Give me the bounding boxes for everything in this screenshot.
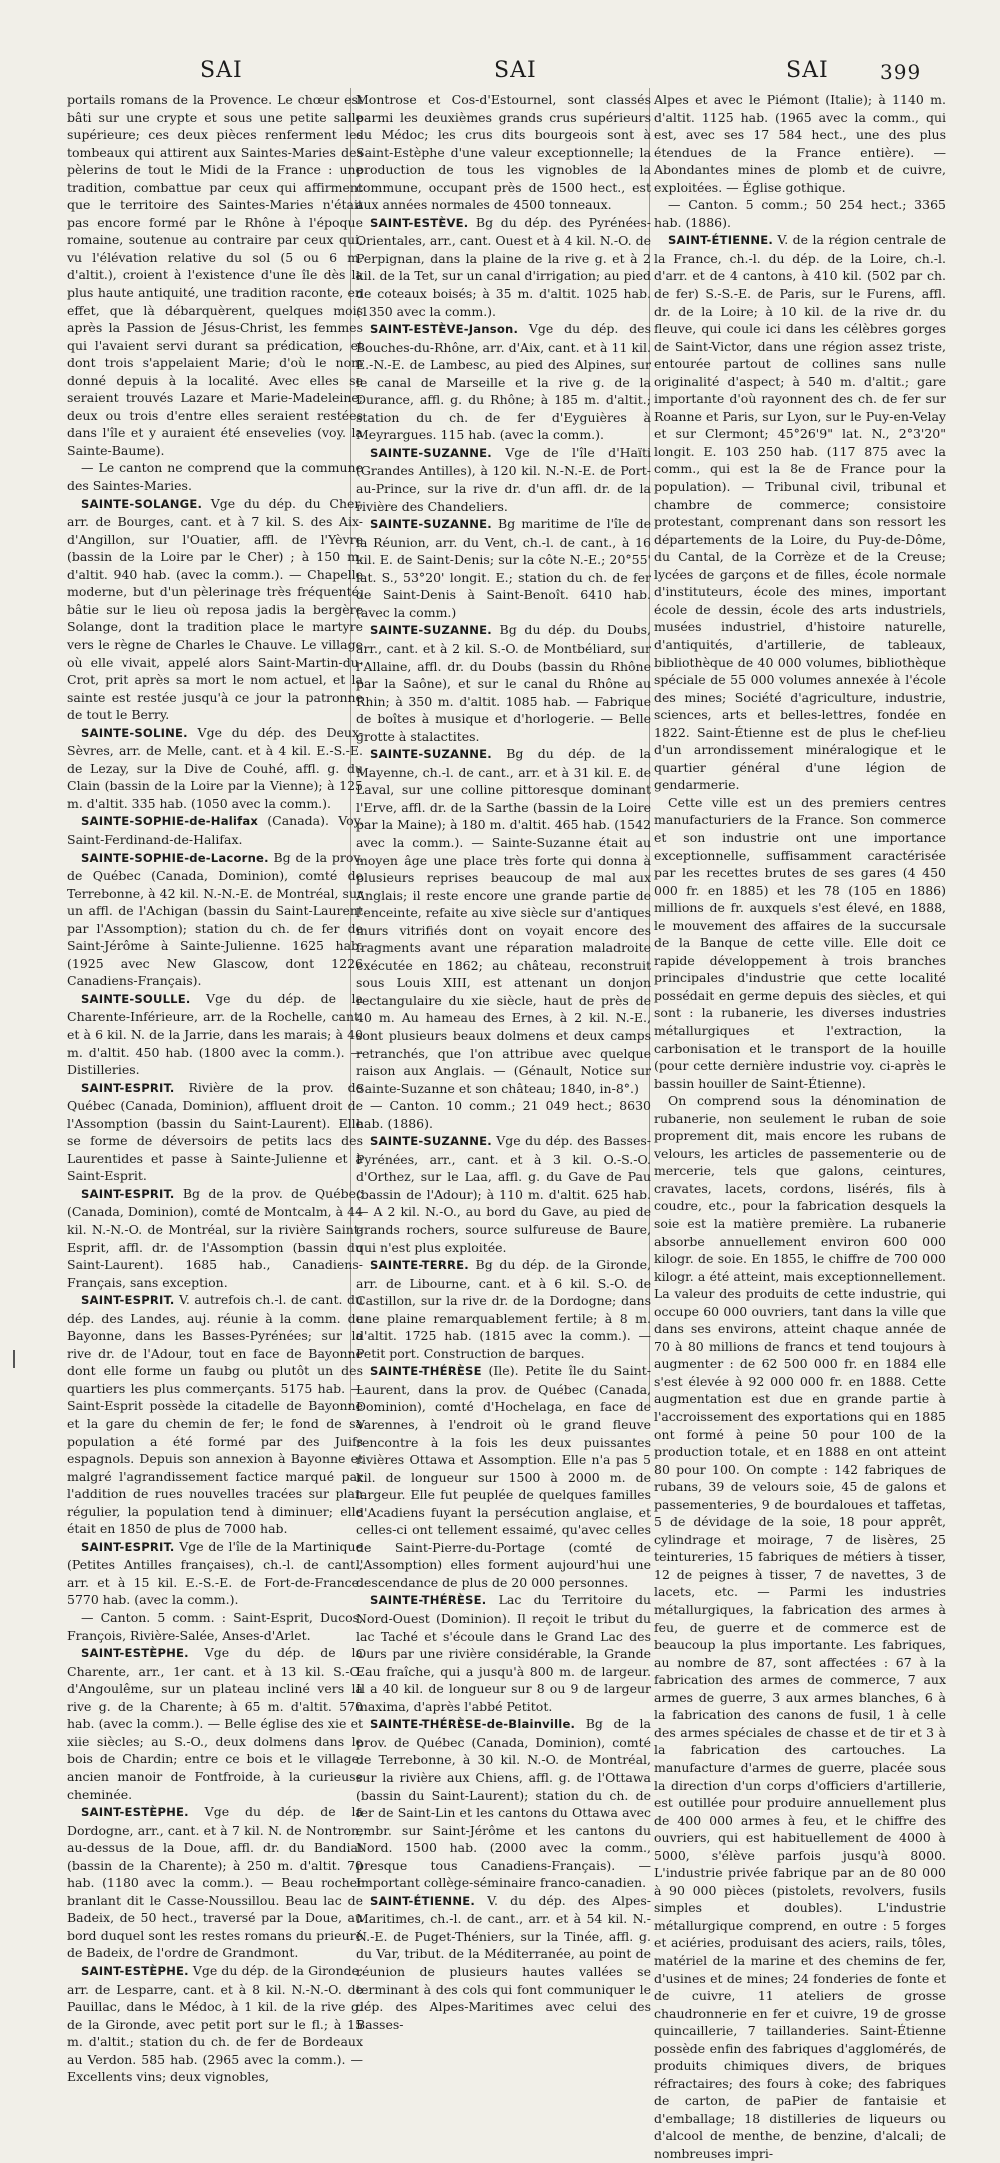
entry-text: Vge du dép. de la Charente-Inférieure, arr. de la Rochelle, cant. et à 6 kil. N. de la Jarrie, dans les marais; à 40 m. d'altit. 450 hab. (1800 avec la comm.). — Distilleries. (67, 990, 363, 1078)
entry-text: Vge du dép. des Basses-Pyrénées, arr., cant. et à 3 kil. O.-S.-O. d'Orthez, sur le Laa, affl. g. du Gave de Pau (bassin de l'Adour); à 110 m. d'altit. 625 hab. — A 2 kil. N.-O., au bord du Gave, au pied de grands rochers, source sulfureuse de Baure, qui n'est plus exploitée. (356, 1133, 651, 1255)
dictionary-entry (67, 849, 363, 990)
dictionary-entry (356, 1132, 651, 1256)
dictionary-entry (67, 990, 363, 1079)
entry-headword: SAINTE-SUZANNE. (370, 445, 492, 460)
entry-text: Vge de l'île de la Martinique (Petites Antilles françaises), ch.-l. de cant., arr. et à 15 kil. E.-S.-E. de Fort-de-France. 5770 hab. (avec la comm.). (67, 1538, 363, 1608)
text-column-2 (356, 91, 651, 2032)
entry-headword: SAINT-ESTÈVE. (370, 215, 469, 230)
entry-headword: SAINTE-SUZANNE. (370, 1134, 492, 1149)
dictionary-entry (67, 91, 363, 459)
entry-headword: SAINT-ÉTIENNE. (668, 233, 773, 248)
entry-headword: SAINTE-SOLANGE. (81, 496, 203, 511)
dictionary-entry (654, 794, 946, 1092)
entry-headword: SAINTE-SOULLE. (81, 991, 191, 1006)
dictionary-entry (356, 444, 651, 515)
dictionary-entry (356, 745, 651, 1097)
header-left-word: SAI (200, 58, 243, 83)
entry-text: — Canton. 10 comm.; 21 049 hect.; 8630 hab. (1886). (356, 1098, 651, 1131)
dictionary-entry (67, 1185, 363, 1291)
entry-headword: SAINTE-THÉRÈSE (370, 1364, 482, 1379)
entry-text: On comprend sous la dénomination de rubanerie, non seulement le ruban de soie proprement dit, mais encore les rubans de velours, les articles de passementerie ou de mercerie, tels que galons, ceintures, cravates, lacets, cordons, lisérés, fils à coudre, etc., pour la fabrication desquels la soie est la matière première. La rubanerie absorbe annuellement environ 600 000 kilogr. de soie. En 1855, le chiffre de 700 000 kilogr. a été atteint, mais exceptionnellement. La valeur des produits de cette industrie, qui occupe 60 000 ouvriers, tant dans la ville que dans ses environs, atteint chaque année de 70 à 80 millions de francs et tend toujours à augmenter : de 62 500 000 fr. en 1884 elle s'est élevée à 92 000 000 fr. en 1888. Cette augmentation est due en grande partie à l'accroissement des exportations qui en 1885 ont formé à peine 50 pour 100 de la production totale, et en 1888 en ont atteint 80 pour 100. On compte : 142 fabriques de rubans, 39 de velours soie, 45 de galons et passementeries, 9 de bourdaloues et taffetas, 5 de dévidage de la soie, 18 pour apprêt, cylindrage et moirage, 7 de lisères, 25 teintureries, 15 fabriques de métiers à tisser, 12 de peignes à tisser, 7 de navettes, 3 de lacets, etc. — Parmi les industries métallurgiques, la fabrication des armes à feu, de guerre et de commerce est de beaucoup la plus importante. Les fabriques, au nombre de 87, sont affectées : 67 à la fabrication des armes de commerce, 7 aux armes de guerre, 3 aux armes blanches, 6 à la fabrication des canons de fusil, 1 à celle des armes spéciales de chasse et de tir et 3 à la fabrication des cartouches. La manufacture d'armes de guerre, placée sous la direction d'un corps d'officiers d'artillerie, est outillée pour produire annuellement plus de 400 000 armes à feu, et le chiffre des ouvriers, qui est habituellement de 4000 à 5000, s'élève parfois jusqu'à 8000. L'industrie privée fabrique par an de 80 000 à 90 000 pièces (pistolets, revolvers, fusils simples et doubles). L'industrie métallurgique comprend, en outre : 5 forges et aciéries, produisant des aciers, rails, tôles, matériel de la marine et des chemins de fer, d'usines et de mines; 24 fonderies de fonte et de cuivre, 11 ateliers de grosse chaudronnerie en fer et cuivre, 19 de grosse quincaillerie, 7 taillanderies. Saint-Étienne possède enfin des fabriques d'agglomérés, de produits chimiques divers, de briques réfractaires; des fours à coke; des fabriques de carton, de paPier de fantaisie et d'emballage; 18 distilleries de liqueurs ou d'alcool de menthe, de benzine, d'alcali; de nombreuses impri- (654, 1093, 946, 2161)
entry-text: Vge du dép. de la Gironde, arr. de Lesparre, cant. et à 8 kil. N.-N.-O. de Pauillac, dans le Médoc, à 1 kil. de la rive g. de la Gironde, avec petit port sur le fl.; à 15 m. d'altit.; station du ch. de fer de Bordeaux au Verdon. 585 hab. (2965 avec la comm.). — Excellents vins; deux vignobles, (67, 1962, 363, 2085)
dictionary-entry (654, 196, 946, 231)
dictionary-entry (356, 621, 651, 745)
dictionary-entry (67, 1609, 363, 1644)
entry-headword: SAINTE-SUZANNE. (370, 623, 492, 638)
running-header (0, 58, 1000, 84)
dictionary-entry (356, 320, 651, 444)
entry-text: V. de la région centrale de la France, ch.-l. du dép. de la Loire, ch.-l. d'arr. et de 4 cantons, à 410 kil. (502 par ch. de fer) S.-S.-E. de Paris, sur le Furens, affl. dr. de la Loire; à 10 kil. de la rive dr. du fleuve, qui coule ici dans les célèbres gorges de Saint-Victor, dans une région assez triste, entourée partout de collines sans nulle originalité d'aspect; à 540 m. d'altit.; gare importante d'où rayonnent des ch. de fer sur Roanne et Paris, sur Lyon, sur le Puy-en-Velay et sur Clermont; 45°26'9" lat. N., 2°3'20" longit. E. 103 250 hab. (117 875 avec la comm., qui est la 8e de France pour la population). — Tribunal civil, tribunal et chambre de commerce; consistoire protestant, comprenant dans son ressort les départements de la Loire, du Puy-de-Dôme, du Cantal, de la Corrèze et de la Creuse; lycées de garçons et de filles, école normale d'instituteurs, école des mines, important école de dessin, école des arts industriels, musées industriel, d'histoire naturelle, d'antiquités, d'artillerie, de tableaux, bibliothèque de 40 000 volumes, bibliothèque spéciale de 55 000 volumes annexée à l'école des mines; Société d'agriculture, industrie, sciences, arts et belles-lettres, fondée en 1822. Saint-Étienne est de plus le chef-lieu d'un arrondissement minéralogique et le quartier général d'une légion de gendarmerie. (654, 232, 946, 793)
entry-headword: SAINT-ESTÈVE-Janson. (370, 322, 519, 337)
entry-text: Vge du dép. des Bouches-du-Rhône, arr. d'Aix, cant. et à 11 kil. E.-N.-E. de Lambesc, au pied des Alpines, sur le canal de Marseille et la rive g. de la Durance, affl. g. du Rhône; à 185 m. d'altit.; station du ch. de fer d'Eyguières à Meyrargues. 115 hab. (avec la comm.). (356, 321, 651, 443)
entry-text: Montrose et Cos-d'Estournel, sont classés parmi les deuxièmes grands crus supérieurs du Médoc; les crus dits bourgeois sont à Saint-Estèphe d'une valeur exceptionnelle; la production de tous les vignobles de la commune, occupant près de 1500 hect., est aux années normales de 4500 tonneaux. (356, 92, 651, 213)
entry-text: V. autrefois ch.-l. de cant. du dép. des Landes, auj. réunie à la comm. de Bayonne, dans les Basses-Pyrénées; sur la rive dr. de l'Adour, tout en face de Bayonne dont elle forme un faubg ou plutôt un des quartiers les plus commerçants. 5175 hab. — Saint-Esprit possède la citadelle de Bayonne et la gare du chemin de fer; le fond de sa population a été formé par des Juifs espagnols. Depuis son annexion à Bayonne et malgré l'agrandissement factice marqué par l'addition de rues nouvelles tracées sur plan régulier, la population tend à diminuer; elle était en 1850 de plus de 7000 hab. (67, 1292, 363, 1537)
entry-headword: SAINT-ESPRIT. (81, 1186, 175, 1201)
entry-headword: SAINT-ÉTIENNE. (370, 1893, 475, 1908)
entry-text: V. du dép. des Alpes-Maritimes, ch.-l. de cant., arr. et à 54 kil. N.-N.-E. de Puget-Théniers, sur la Tinée, affl. g. du Var, tribut. de la Méditerranée, au point de réunion de plusieurs hautes vallées se terminant à des cols qui font communiquer le dép. des Alpes-Maritimes avec celui des Basses- (356, 1892, 651, 2032)
entry-headword: SAINTE-SOPHIE-de-Halifax (81, 814, 259, 829)
dictionary-entry (356, 1256, 651, 1362)
dictionary-entry (654, 1092, 946, 2162)
entry-text: Bg du dép. des Pyrénées-Orientales, arr., cant. Ouest et à 4 kil. N.-O. de Perpignan, dans la plaine de la rive g. et à 2 kil. de la Tet, sur un canal d'irrigation; au pied de coteaux boisés; à 35 m. d'altit. 1025 hab. (1350 avec la comm.). (356, 214, 651, 319)
dictionary-entry (654, 91, 946, 196)
entry-text: — Canton. 5 comm.; 50 254 hect.; 3365 hab. (1886). (654, 197, 946, 230)
entry-text: — Canton. 5 comm. : Saint-Esprit, Ducos, François, Rivière-Salée, Anses-d'Arlet. (67, 1610, 363, 1643)
dictionary-entry (356, 91, 651, 214)
text-column-3 (654, 91, 946, 2161)
dictionary-entry (356, 1715, 651, 1891)
dictionary-entry (67, 724, 363, 813)
entry-text: (Canada). Voy. Saint-Ferdinand-de-Halifax. (67, 813, 363, 847)
entry-text: Rivière de la prov. de Québec (Canada, Dominion), affluent droit de l'Assomption (bassin du Saint-Laurent). Elle se forme de déversoirs de petits lacs des Laurentides et passe à Sainte-Julienne et à Saint-Esprit. (67, 1079, 363, 1184)
dictionary-entry (67, 459, 363, 494)
margin-mark (13, 1350, 15, 1368)
text-column-1 (67, 91, 363, 2085)
entry-text: Bg de la prov. de Québec (Canada, Dominion), comté de Montcalm, à 44 kil. N.-N.-O. de Montréal, sur la rivière Saint-Esprit, affl. dr. de l'Assomption (bassin du Saint-Laurent). 1685 hab., Canadiens-Français, sans exception. (67, 1185, 363, 1290)
entry-text: Cette ville est un des premiers centres manufacturiers de la France. Son commerce et son industrie ont une importance exceptionnelle, suffisamment caractérisée par les recettes brutes de ses gares (4 450 000 fr. en 1885) et les 78 (105 en 1886) millions de fr. auxquels s'est élevé, en 1888, le mouvement des affaires de la succursale de la Banque de cette ville. Elle doit ce rapide développement à trois branches principales d'industrie que cette localité possédait en germe depuis des siècles, et qui sont : la rubanerie, les diverses industries métallurgiques et l'extraction, la carbonisation et le transport de la houille (pour cette dernière industrie voy. ci-après le bassin houiller de Saint-Étienne). (654, 794, 946, 1091)
entry-headword: SAINTE-THÉRÈSE-de-Blainville. (370, 1717, 576, 1732)
entry-headword: SAINT-ESTÈPHE. (81, 1805, 189, 1820)
dictionary-entry (356, 1362, 651, 1591)
entry-headword: SAINT-ESPRIT. (81, 1293, 175, 1308)
entry-headword: SAINTE-SUZANNE. (370, 517, 492, 532)
entry-text: Vge du dép. de la Charente, arr., 1er cant. et à 13 kil. S.-O. d'Angoulême, sur un plateau incliné vers la rive g. de la Charente; à 65 m. d'altit. 570 hab. (avec la comm.). — Belle église des xie et xiie siècles; au S.-O., deux dolmens dans le bois de Chardin; entre ce bois et le village, ancien manoir de Fontfroide, à la curieuse cheminée. (67, 1645, 363, 1802)
entry-text: portails romans de la Provence. Le chœur est bâti sur une crypte et sous une petite salle supérieure; ces deux pièces renferment les tombeaux qui attirent aux Saintes-Maries des pèlerins de tout le Midi de la France : une tradition, combattue par ceux qui affirment que le territoire des Saintes-Maries n'était pas encore formé par le Rhône à l'époque romaine, soutenue au contraire par ceux qui, vu l'élévation relative du sol (5 ou 6 m. d'altit.), croient à l'existence d'une île dès la plus haute antiquité, une tradition raconte, en effet, que là débarquèrent, quelques mois après la Passion de Jésus-Christ, les femmes qui l'avaient servi durant sa prédication, et dont trois s'appelaient Marie; d'où le nom donné depuis à la localité. Avec elles se seraient trouvés Lazare et Marie-Madeleine; deux ou trois d'entre elles seraient restées dans l'île et y auraient été ensevelies (voy. la Sainte-Baume). (67, 92, 363, 458)
entry-text: Bg de la prov. de Québec (Canada, Dominion), comté de Terrebonne, à 42 kil. N.-N.-E. de Montréal, sur un affl. de l'Achigan (bassin du Saint-Laurent par l'Assomption); station du ch. de fer de Saint-Jérôme à Sainte-Julienne. 1625 hab. (1925 avec New Glascow, dont 1226 Canadiens-Français). (67, 849, 363, 989)
entry-text: Bg de la prov. de Québec (Canada, Dominion), comté de Terrebonne, à 30 kil. N.-O. de Montréal, sur la rivière aux Chiens, affl. g. de l'Ottawa (bassin du Saint-Laurent); station du ch. de fer de Saint-Lin et les cantons du Ottawa avec embr. sur Saint-Jérôme et les cantons du Nord. 1500 hab. (2000 avec la comm., presque tous Canadiens-Français). — Important collège-séminaire franco-canadien. (356, 1716, 651, 1891)
dictionary-entry (356, 1892, 651, 2033)
dictionary-entry (67, 1079, 363, 1185)
dictionary-entry (67, 1803, 363, 1962)
dictionary-entry (356, 1591, 651, 1715)
entry-text: Lac du Territoire du Nord-Ouest (Dominion). Il reçoit le tribut du lac Taché et s'écoule dans le Grand Lac des Ours par une rivière considérable, la Grande Eau fraîche, qui a jusqu'à 800 m. de largeur. Il a 40 kil. de longueur sur 8 ou 9 de largeur maxima, d'après l'abbé Petitot. (356, 1592, 651, 1714)
entry-text: Bg du dép. de la Mayenne, ch.-l. de cant., arr. et à 31 kil. E. de Laval, sur une colline pittoresque dominant l'Erve, affl. dr. de la Sarthe (bassin de la Loire par la Maine); à 180 m. d'altit. 465 hab. (1542 avec la comm.). — Sainte-Suzanne était au moyen âge une place très forte qui donna à plusieurs reprises beaucoup de mal aux Anglais; il reste encore une grande partie de l'enceinte, refaite au xive siècle sur d'antiques murs vitrifiés dont on voyait encore des fragments avant une réparation maladroite exécutée en 1862; au château, reconstruit sous Louis XIII, est attenant un donjon rectangulaire du xie siècle, haut de près de 40 m. Au hameau des Ernes, à 2 kil. N.-E., sont plusieurs beaux dolmens et deux camps retranchés, que l'on attribue avec quelque raison aux Anglais. — (Génault, Notice sur Sainte-Suzanne et son château; 1840, in-8°.) (356, 746, 651, 1096)
page-number: 399 (880, 60, 922, 84)
entry-headword: SAINTE-SOPHIE-de-Lacorne. (81, 850, 269, 865)
entry-text: Bg maritime de l'île de la Réunion, arr. du Vent, ch.-l. de cant., à 16 kil. E. de Saint-Denis; sur la côte N.-E.; 20°55' lat. S., 53°20' longit. E.; station du ch. de fer de Saint-Denis à Saint-Benoît. 6410 hab. (avec la comm.) (356, 516, 651, 620)
entry-headword: SAINT-ESTÈPHE. (81, 1646, 189, 1661)
dictionary-entry (67, 1291, 363, 1538)
entry-text: Bg du dép. du Doubs, arr., cant. et à 2 kil. S.-O. de Montbéliard, sur l'Allaine, affl. dr. du Doubs (bassin du Rhône par la Saône), et sur le canal du Rhône au Rhin; à 350 m. d'altit. 1085 hab. — Fabrique de boîtes à musique et d'horlogerie. — Belle grotte à stalactites. (356, 622, 651, 744)
entry-text: Alpes et avec le Piémont (Italie); à 1140 m. d'altit. 1125 hab. (1965 avec la comm., qui est, avec ses 17 584 hect., une des plus étendues de la France entière). — Abondantes mines de plomb et de cuivre, exploitées. — Église gothique. (654, 92, 946, 195)
entry-headword: SAINT-ESPRIT. (81, 1080, 175, 1095)
dictionary-entry (67, 1644, 363, 1803)
entry-headword: SAINTE-THÉRÈSE. (370, 1593, 487, 1608)
header-center-word: SAI (494, 58, 537, 83)
entry-text: Bg du dép. de la Gironde, arr. de Libourne, cant. et à 6 kil. S.-O. de Castillon, sur la rive dr. de la Dordogne; dans une plaine remarquablement fertile; à 8 m. d'altit. 1725 hab. (1815 avec la comm.). — Petit port. Construction de barques. (356, 1257, 651, 1361)
entry-text: Vge du dép. du Cher, arr. de Bourges, cant. et à 7 kil. S. des Aix-d'Angillon, sur l'Ouatier, affl. de l'Yèvre (bassin de la Loire par le Cher) ; à 150 m. d'altit. 940 hab. (avec la comm.). — Chapelle moderne, but d'un pèlerinage très fréquenté, bâtie sur le lieu où reposa jadis la bergère Solange, dont la tradition place le martyre vers le règne de Charles le Chauve. Le village où elle vivait, appelé alors Saint-Martin-du-Crot, prit après sa mort le nom actuel, et la sainte est restée jusqu'à ce jour la patronne de tout le Berry. (67, 495, 363, 723)
entry-text: Vge de l'île d'Haïti (Grandes Antilles), à 120 kil. N.-N.-E. de Port-au-Prince, sur la rive dr. d'un affl. dr. de la rivière des Chandeliers. (356, 444, 651, 514)
entry-text: Vge du dép. des Deux-Sèvres, arr. de Melle, cant. et à 4 kil. E.-S.-E. de Lezay, sur la Dive de Couhé, affl. g. du Clain (bassin de la Loire par la Vienne); à 125 m. d'altit. 335 hab. (1050 avec la comm.). (67, 724, 363, 811)
entry-text: (Ile). Petite île du Saint-Laurent, dans la prov. de Québec (Canada, Dominion), comté d'Hochelaga, en face de Varennes, à l'endroit où le grand fleuve rencontre à la fois les deux puissantes rivières Ottawa et Assomption. Elle n'a pas 5 kil. de longueur sur 1500 à 2000 m. de largeur. Elle fut peuplée de quelques familles d'Acadiens fuyant la persécution anglaise, et celles-ci ont tellement essaimé, qu'avec celles de Saint-Pierre-du-Portage (comté de l'Assomption) elles forment aujourd'hui une descendance de plus de 20 000 personnes. (356, 1363, 651, 1590)
entry-headword: SAINT-ESPRIT. (81, 1539, 175, 1554)
header-right-word: SAI (786, 58, 829, 83)
dictionary-entry (356, 515, 651, 621)
entry-headword: SAINTE-SOLINE. (81, 725, 188, 740)
dictionary-entry (356, 1097, 651, 1132)
dictionary-entry (67, 1538, 363, 1609)
dictionary-entry (356, 214, 651, 320)
entry-text: Vge du dép. de la Dordogne, arr., cant. et à 7 kil. N. de Nontron, au-dessus de la Doue, affl. dr. du Bandiat (bassin de la Charente); à 250 m. d'altit. 70 hab. (1180 avec la comm.). — Beau rocher branlant dit le Casse-Noussillou. Beau lac de Badeix, de 50 hect., traversé par la Doue, au bord duquel sont les restes romans du prieuré de Badeix, de l'ordre de Grandmont. (67, 1804, 363, 1961)
entry-text: — Le canton ne comprend que la commune des Saintes-Maries. (67, 460, 363, 494)
dictionary-entry (67, 495, 363, 724)
entry-headword: SAINT-ESTÈPHE. (81, 1963, 189, 1978)
entry-headword: SAINTE-TERRE. (370, 1258, 469, 1273)
entry-headword: SAINTE-SUZANNE. (370, 747, 492, 762)
dictionary-entry (654, 231, 946, 794)
dictionary-entry (67, 812, 363, 848)
dictionary-entry (67, 1962, 363, 2086)
